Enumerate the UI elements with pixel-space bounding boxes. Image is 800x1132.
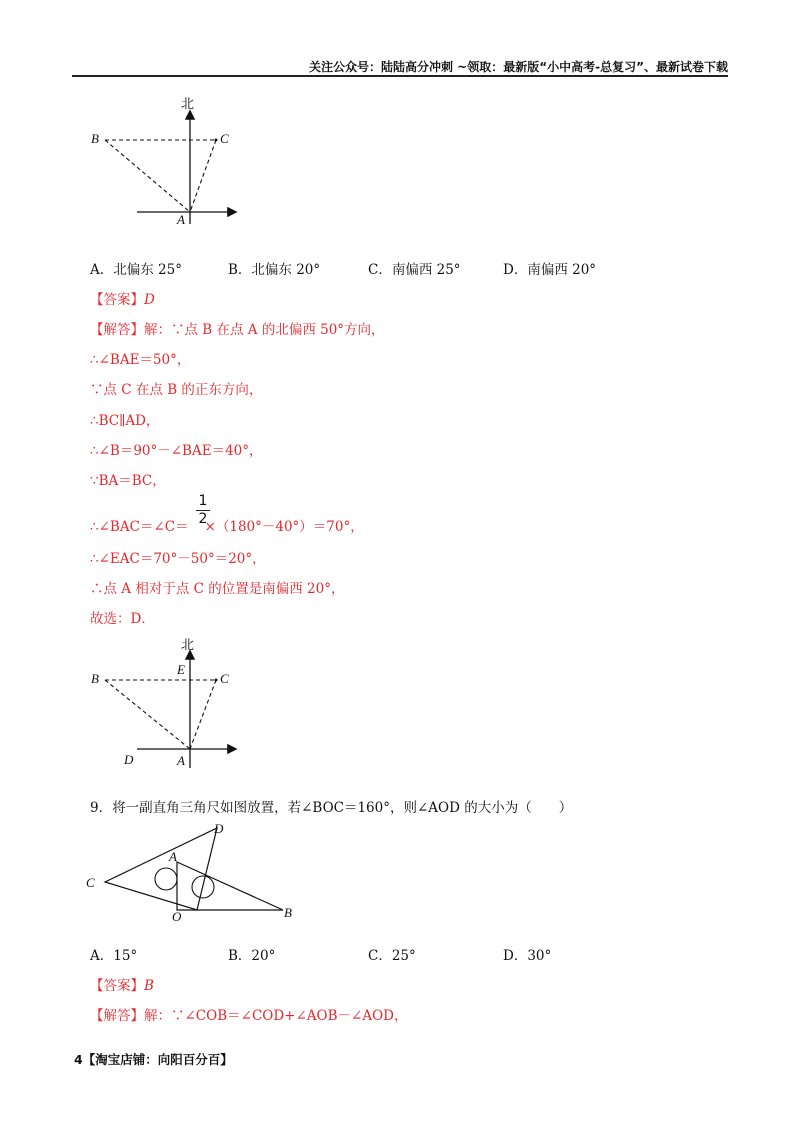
segment-ca [190,680,216,749]
q9-option-c: C．25° [368,948,416,964]
point-a-label: A [177,753,185,768]
point-d-label: D [214,821,224,836]
q8-solution-line-4: ∴BC∥AD， [90,413,160,429]
q8-solution-line-5: ∴∠B＝90°－∠BAE＝40°， [90,443,263,459]
point-d-label: D [124,752,134,767]
q8-solution-line-1: 【解答】解：∵点 B 在点 A 的北偏西 50°方向， [90,322,385,338]
q8-option-c: C．南偏西 25° [368,262,461,278]
point-c-label: C [86,875,95,890]
point-c-label: C [220,131,229,146]
segment-ba [105,680,190,749]
fraction-one-half [196,494,210,527]
triangle-rulers-figure [85,818,305,928]
equation-left: ∴∠BAC＝∠C＝ [90,519,189,535]
shop-name: 【淘宝店铺：向阳百分百】 [82,1052,233,1067]
fraction-denominator: 2 [198,511,208,527]
page-header: 关注公众号：陆陆高分冲刺 ~领取：最新版“小中高考-总复习”、最新试卷下载 [309,60,728,74]
q8-solution-line-6: ∵BA＝BC， [90,473,166,489]
q9-option-b: B．20° [228,948,276,964]
q8-solution-line-8: ∴∠EAC＝70°－50°＝20°， [90,551,266,567]
point-o-label: O [172,909,182,924]
point-a-label: A [177,212,185,227]
point-a-label: A [169,849,177,864]
q8-solution-line-9: ∴点 A 相对于点 C 的位置是南偏西 20°， [90,581,345,597]
page-number: 4 [74,1052,83,1067]
segment-ca [190,140,216,212]
header-divider [72,75,728,77]
north-label: 北 [181,97,195,112]
q9-question: 9．将一副直角三角尺如图放置，若∠BOC＝160°，则∠AOD 的大小为（ ） [90,800,573,816]
q8-option-d: D．南偏西 20° [503,262,597,278]
q9-answer [90,974,154,994]
direction-figure-2 [85,632,255,772]
q8-option-a: A．北偏东 25° [90,262,182,278]
answer-value: D [144,292,155,308]
q8-solution-line-2: ∴∠BAE＝50°， [90,352,191,368]
page-footer [74,1050,233,1068]
q9-option-d: D．30° [503,948,552,964]
point-b-label: B [91,131,99,146]
q9-solution-line-1: 【解答】解：∵∠COB＝∠COD+∠AOB－∠AOD， [90,1008,408,1024]
fraction-numerator: 1 [198,493,208,509]
answer-tag: 【答案】 [90,292,144,308]
ruler-triangle-aob [177,862,283,910]
answer-tag: 【答案】 [90,978,144,994]
ruler-hole [155,868,177,890]
north-label: 北 [181,638,195,653]
q8-solution-line-7 [90,515,364,535]
q8-solution-line-3: ∵点 C 在点 B 的正东方向， [90,382,263,398]
point-c-label: C [220,671,229,686]
point-e-label: E [177,662,185,677]
q8-answer [90,288,155,308]
direction-figure-1 [85,92,255,232]
answer-value: B [144,978,154,994]
point-b-label: B [284,905,292,920]
segment-ba [105,140,190,212]
q8-solution-line-10: 故选：D． [90,611,155,627]
q9-option-a: A．15° [90,948,138,964]
point-b-label: B [91,671,99,686]
q8-option-b: B．北偏东 20° [228,262,321,278]
equation-right: ×（180°－40°）＝70°， [204,519,364,535]
